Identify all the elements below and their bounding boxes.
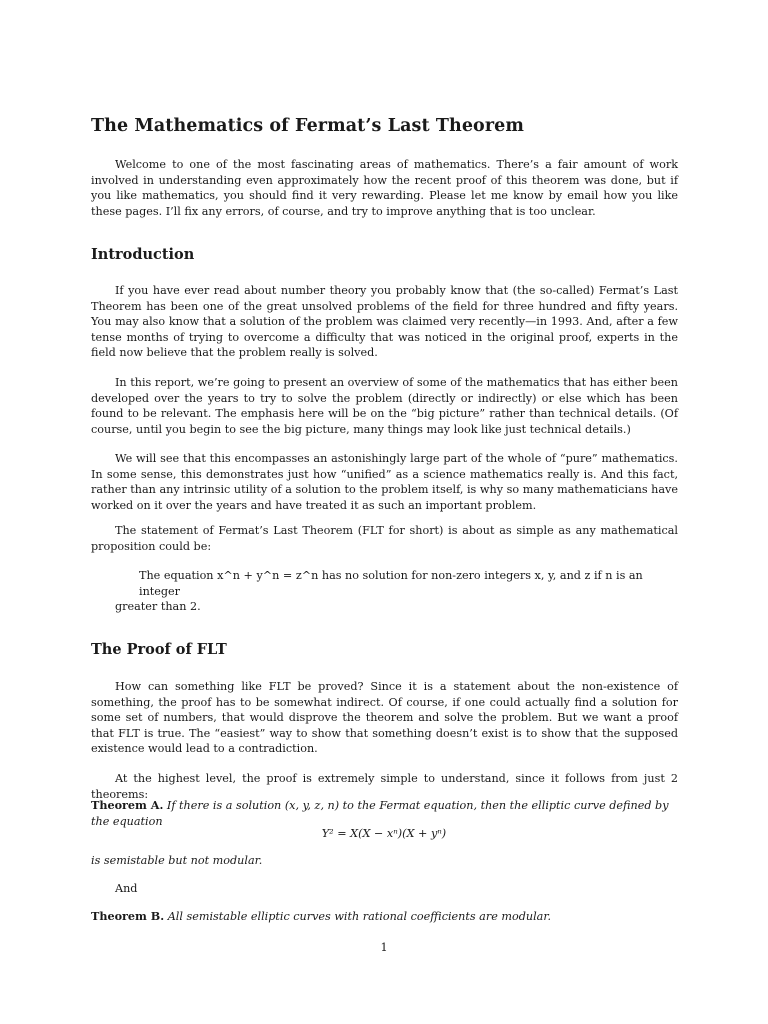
theorem-b bbox=[91, 909, 678, 925]
heading-proof-of-flt: The Proof of FLT bbox=[91, 641, 227, 658]
intro-paragraph-4: The statement of Fermat’s Last Theorem (FLT for short) is about as simple as any mathematical proposition could be: bbox=[91, 524, 678, 553]
heading-introduction: Introduction bbox=[91, 246, 195, 263]
theorem-a-label: Theorem A. bbox=[91, 798, 164, 812]
flt-statement-line-2: greater than 2. bbox=[115, 600, 201, 614]
theorem-a-tail: is semistable but not modular. bbox=[91, 854, 263, 867]
intro-paragraph-2: In this report, we’re going to present an overview of some of the mathematics that has either been developed over the years to try to solve the problem (directly or indirectly) or else which has been found to be relevant. The emphasis here will be on the “big picture” rather than technical details. (Of course, until you begin to see the big picture, many things may look like just technical details.) bbox=[91, 376, 678, 436]
proof-paragraph-2: At the highest level, the proof is extremely simple to understand, since it follows from just 2 theorems: bbox=[91, 772, 678, 801]
intro-paragraph-3: We will see that this encompasses an astonishingly large part of the whole of “pure” mathematics. In some sense, this demonstrates just how “unified” as a science mathematics really is. And this fact, rather than any intrinsic utility of a solution to the problem itself, is why so many mathematicians have worked on it over the years and have treated it as such an important problem. bbox=[91, 452, 678, 512]
intro-paragraph-1: If you have ever read about number theory you probably know that (the so-called) Fermat’s Last Theorem has been one of the great unsolved problems of the field for three hundred and fifty years. You may also know that a solution of the problem was claimed very recently—in 1993. And, after a few tense months of trying to overcome a difficulty that was noticed in the original proof, experts in the field now believe that the problem really is solved. bbox=[91, 284, 678, 360]
theorem-a-text: If there is a solution (x, y, z, n) to the Fermat equation, then the elliptic curve defined by the equation bbox=[91, 799, 669, 828]
theorem-a-equation: Y² = X(X − xⁿ)(X + yⁿ) bbox=[321, 827, 447, 840]
page-number: 1 bbox=[380, 941, 388, 954]
theorem-b-text: All semistable elliptic curves with rational coefficients are modular. bbox=[167, 910, 551, 923]
theorem-a bbox=[91, 798, 678, 829]
flt-statement-line-1: The equation x^n + y^n = z^n has no solution for non-zero integers x, y, and z if n is an integer bbox=[139, 569, 643, 598]
welcome-paragraph: Welcome to one of the most fascinating areas of mathematics. There’s a fair amount of work involved in understanding even approximately how the recent proof of this theorem was done, but if you like mathematics, you should find it very rewarding. Please let me know by email how you like these pages. I’ll fix any errors, of course, and try to improve anything that is too unclear. bbox=[91, 158, 678, 218]
and-word: And bbox=[115, 882, 138, 895]
proof-paragraph-1: How can something like FLT be proved? Since it is a statement about the non-existence of something, the proof has to be somewhat indirect. Of course, if one could actually find a solution for some set of numbers, that would disprove the theorem and solve the problem. But we want a proof that FLT is true. The “easiest” way to show that something doesn’t exist is to show that the supposed existence would lead to a contradiction. bbox=[91, 680, 678, 756]
theorem-b-label: Theorem B. bbox=[91, 909, 165, 923]
flt-statement bbox=[115, 568, 665, 615]
document-title: The Mathematics of Fermat’s Last Theorem bbox=[91, 116, 524, 136]
